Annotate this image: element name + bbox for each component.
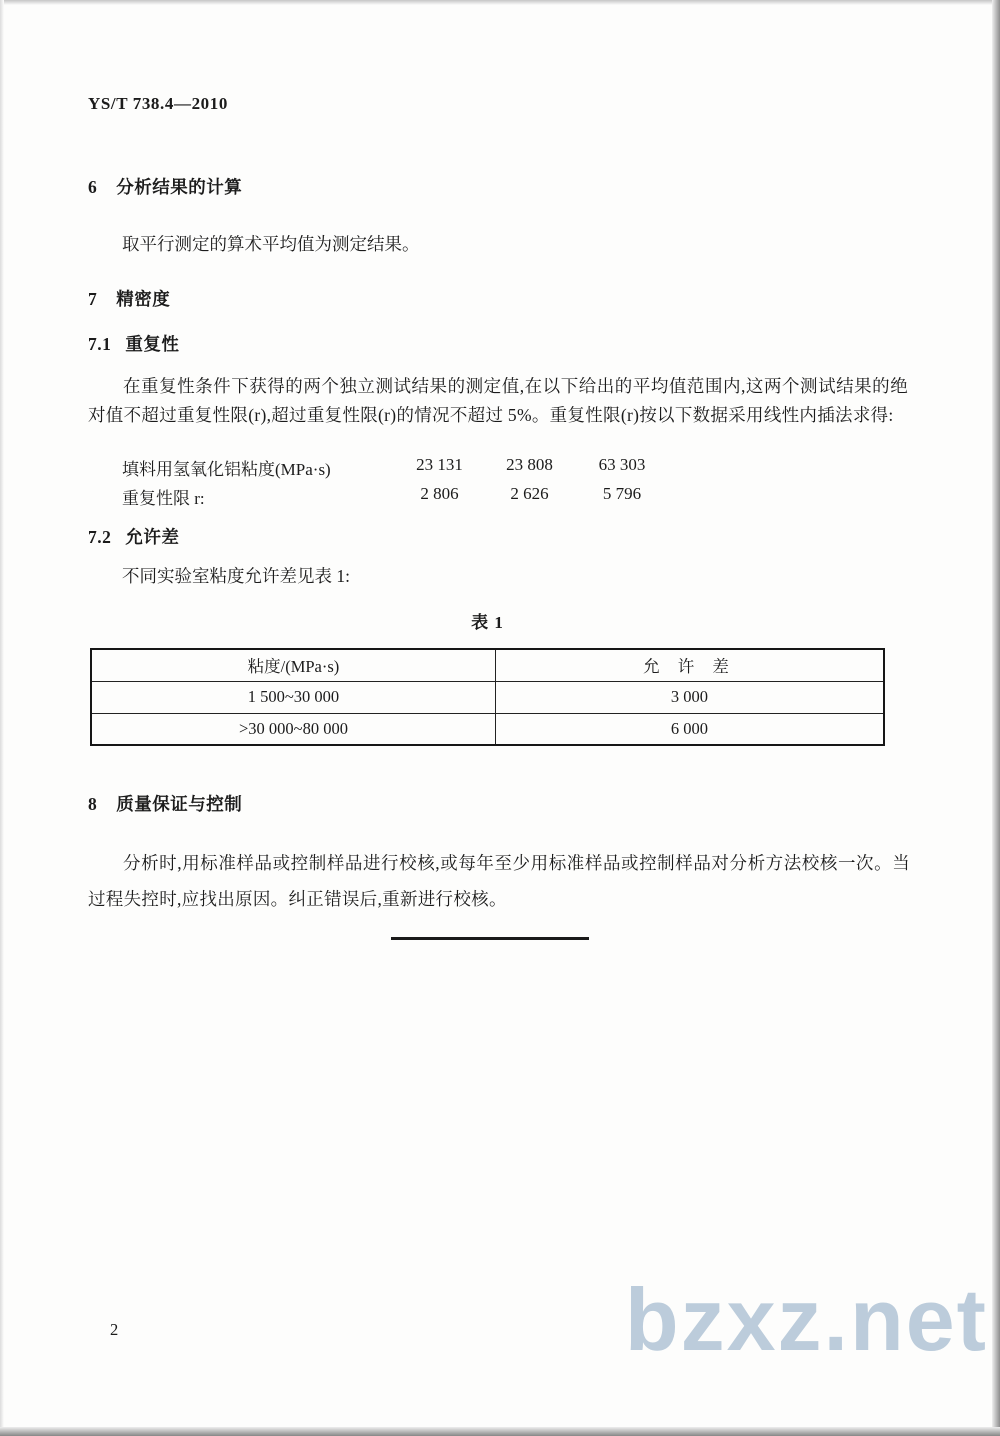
table-cell-viscosity-range-2: >30 000~80 000 [91, 713, 495, 745]
section-6-heading [88, 174, 242, 199]
viscosity-label: 填料用氢氧化铝粘度(MPa·s) [122, 460, 331, 479]
scan-edge-bottom [0, 1427, 1000, 1436]
section-8-number: 8 [88, 794, 98, 814]
viscosity-data-row [122, 455, 667, 480]
repeatability-limit-row [122, 484, 667, 509]
section-6-number: 6 [88, 177, 98, 197]
section-7-1-heading [88, 331, 179, 356]
limit-value-1: 2 806 [420, 484, 459, 503]
table-header-viscosity: 粘度/(MPa·s) [91, 649, 495, 681]
section-7-1-title: 重复性 [125, 334, 180, 354]
allowance-table [90, 648, 885, 746]
section-8-heading [88, 791, 242, 816]
viscosity-value-2: 23 808 [506, 455, 553, 474]
table-cell-allowance-2: 6 000 [495, 713, 884, 745]
section-7-2-heading [88, 524, 179, 549]
table-1-caption: 表 1 [471, 613, 504, 632]
table-row [91, 681, 884, 713]
section-7-1-paragraph: 在重复性条件下获得的两个独立测试结果的测定值,在以下给出的平均值范围内,这两个测试结果的绝对值不超过重复性限(r),超过重复性限(r)的情况不超过 5%。重复性限(r)按以下数据采用线性内插法求得: [88, 376, 908, 425]
page-number: 2 [110, 1320, 119, 1339]
repeatability-limit-label: 重复性限 r: [122, 489, 205, 508]
section-7-2-body: 不同实验室粘度允许差见表 1: [122, 566, 350, 586]
limit-value-3: 5 796 [602, 484, 642, 503]
end-of-text-rule [391, 937, 589, 940]
section-8-paragraph: 分析时,用标准样品或控制样品进行校核,或每年至少用标准样品或控制样品对分析方法校核一次。当过程失控时,应找出原因。纠正错误后,重新进行校核。 [88, 853, 910, 909]
section-7-1-number: 7.1 [88, 334, 112, 354]
section-7-2-number: 7.2 [88, 527, 112, 547]
section-7-number: 7 [88, 289, 98, 309]
table-header-allowance: 允 许 差 [495, 649, 884, 681]
section-7-title: 精密度 [116, 289, 171, 309]
standard-number: YS/T 738.4—2010 [88, 94, 228, 113]
table-cell-allowance-1: 3 000 [495, 681, 884, 713]
scan-edge-left [0, 0, 4, 1436]
scan-edge-right [992, 0, 1000, 1436]
watermark: bzxz.net [624, 1270, 988, 1369]
section-7-heading [88, 286, 170, 311]
section-6-body: 取平行测定的算术平均值为测定结果。 [122, 234, 420, 254]
viscosity-value-3: 63 303 [598, 455, 646, 474]
scan-edge-top [0, 0, 1000, 5]
section-8-title: 质量保证与控制 [116, 794, 243, 814]
table-row [91, 713, 884, 745]
section-7-2-title: 允许差 [125, 527, 180, 547]
limit-value-2: 2 626 [510, 484, 549, 503]
table-cell-viscosity-range-1: 1 500~30 000 [91, 681, 495, 713]
table-header-row [91, 649, 884, 681]
viscosity-value-1: 23 131 [416, 455, 463, 474]
section-6-title: 分析结果的计算 [116, 177, 243, 197]
